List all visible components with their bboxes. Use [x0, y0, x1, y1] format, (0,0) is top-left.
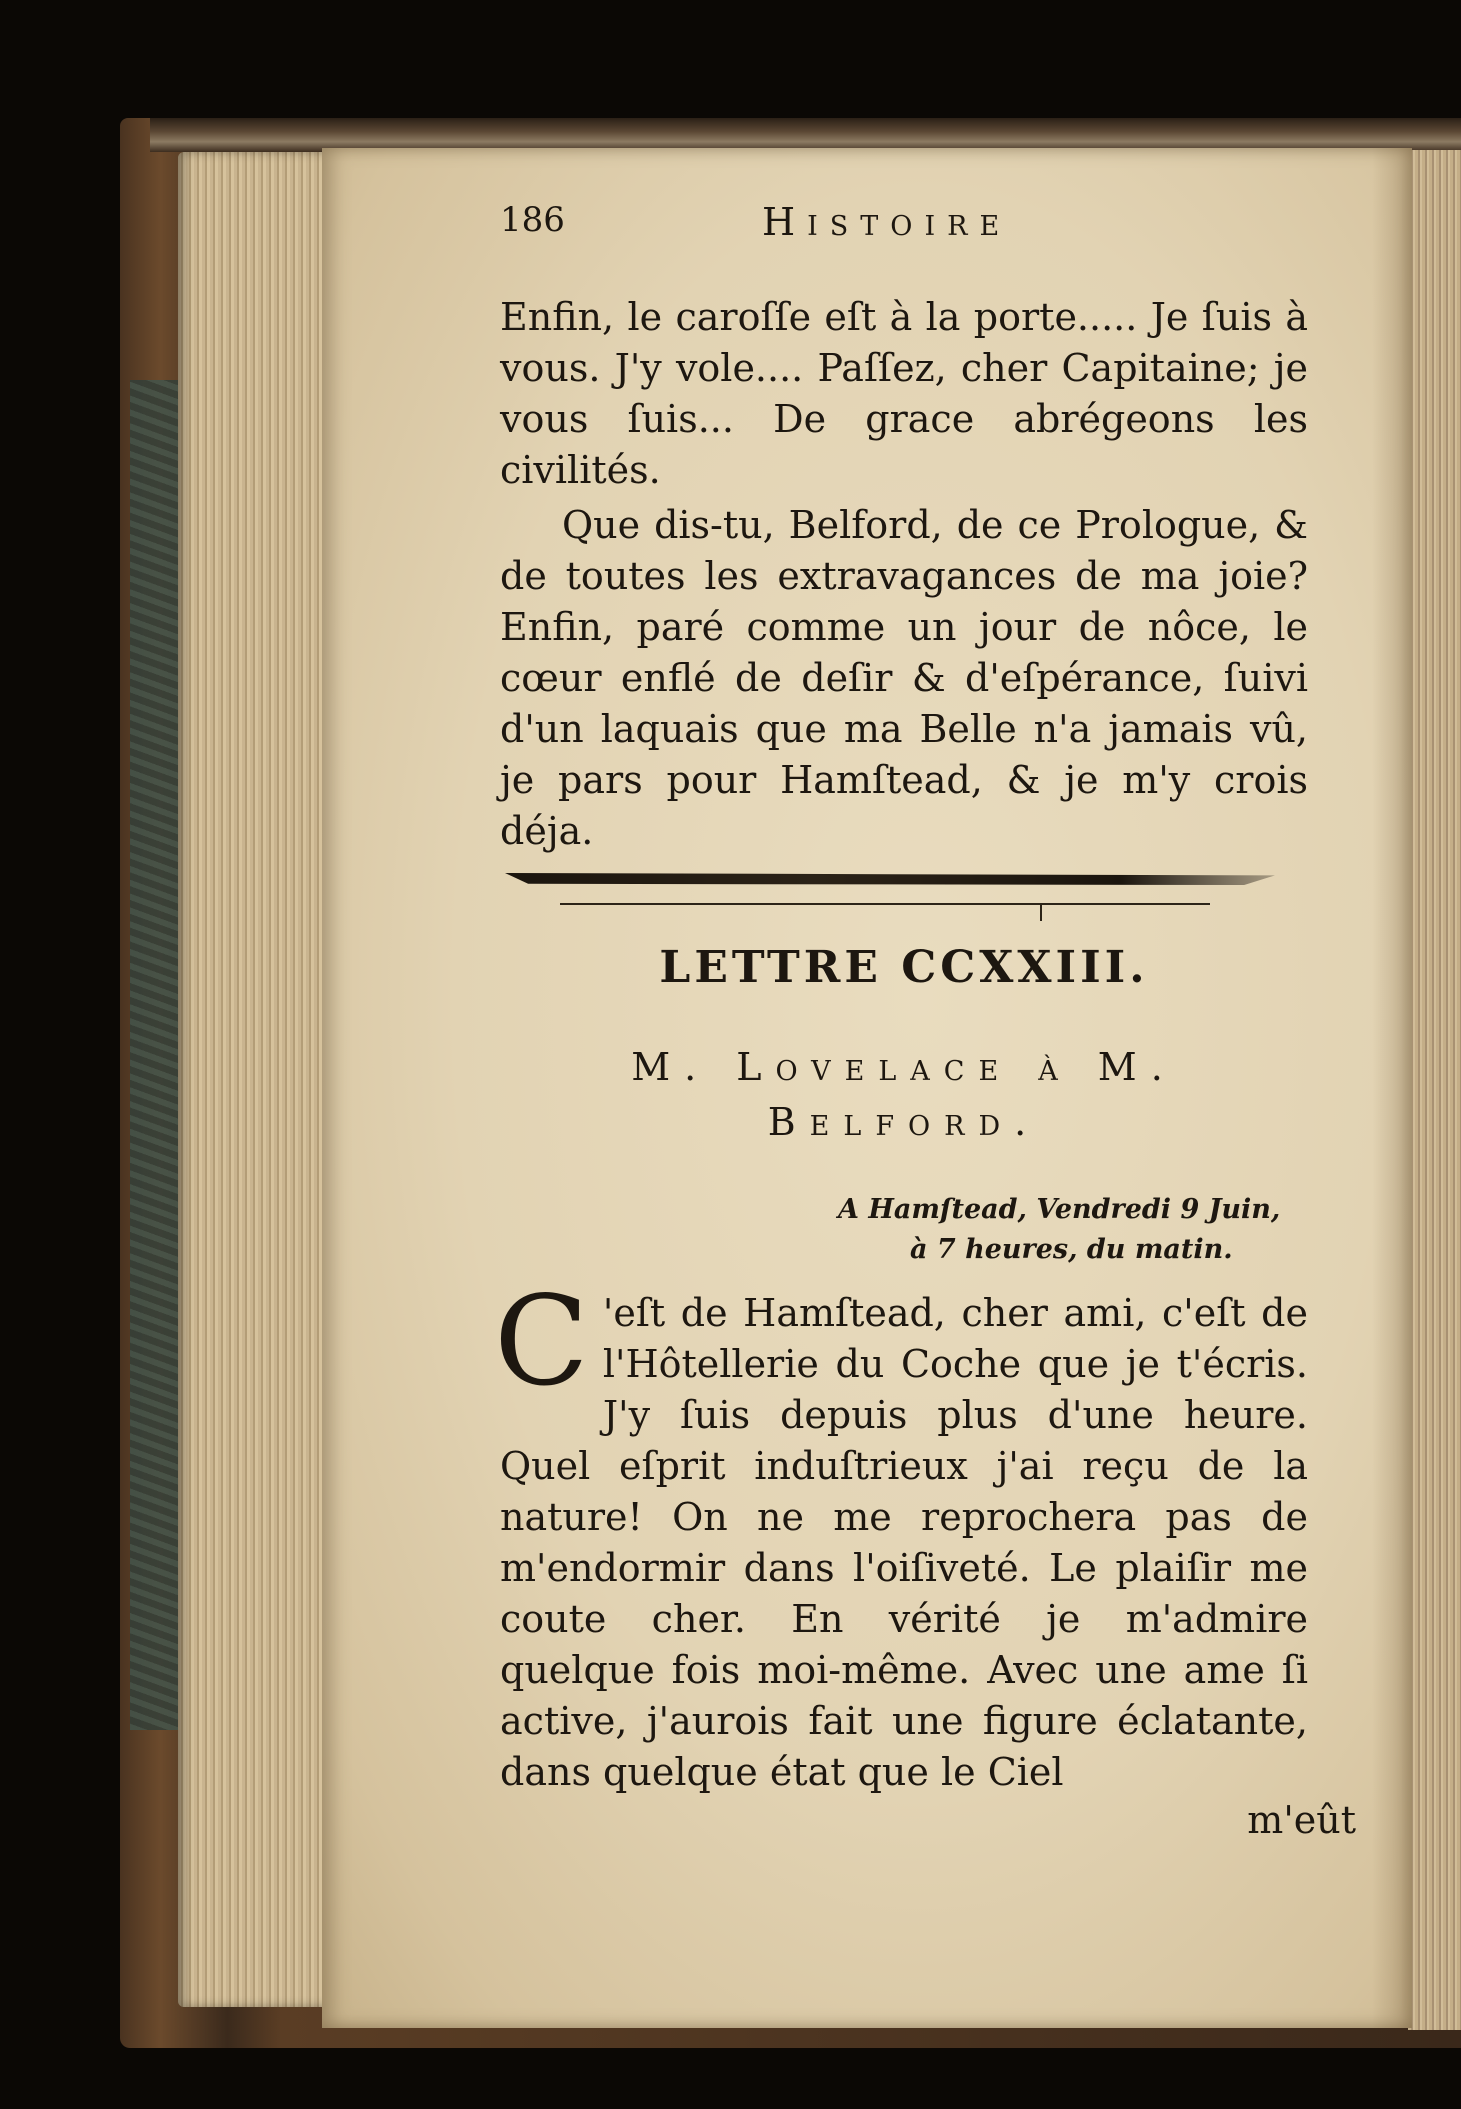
paragraph-que-dis-tu: Que dis-tu, Belford, de ce Prologue, & de toutes les extravagances de ma joie? Enfin, paré comme un jour de nôce, le cœur enflé de deſir & d'eſpérance, ſuivi d'un laquais que ma Belle n'a jamais vû, je pars pour Hamſtead, & je m'y crois déja.: [500, 503, 1308, 853]
dateline-time: à 7 heures, du matin.: [910, 1234, 1233, 1265]
letter-salutation: M. Lovelace à M. Belford.: [631, 1045, 1177, 1144]
paragraph-enfin: Enfin, le caroſſe eſt à la porte..... Je ſuis à vous. J'y vole.... Paſſez, cher Capitaine; je vous ſuis... De grace abrégeons les civilités.: [500, 295, 1308, 492]
rule-tick-mark: [1040, 903, 1042, 921]
thin-rule: [560, 903, 1210, 905]
catchword: m'eût: [1247, 1798, 1356, 1842]
letter-dateline: [500, 1190, 1308, 1270]
page-number: 186: [500, 200, 565, 240]
running-title: Histoire: [762, 200, 1012, 244]
right-page-stack: [1408, 150, 1461, 2030]
running-head: [500, 200, 1400, 250]
binding-headcap: [150, 118, 1461, 152]
letter-body-text: 'eſt de Hamſtead, cher ami, c'eſt de l'Hôtellerie du Coche que je t'écris. J'y ſuis depuis plus d'une heure. Quel eſprit induſtrieux j'ai reçu de la nature! On ne me reprochera pas de m'endormir dans l'oiſiveté. Le plaiſir me coute cher. En vérité je m'admire quelque fois moi-même. Avec une ame ſi active, j'aurois fait une figure éclatante, dans quelque état que le Ciel: [500, 1291, 1308, 1794]
letter-title: LETTRE CCXXIII.: [659, 942, 1149, 993]
letter-body: [494, 1270, 1308, 1798]
drop-cap: C: [494, 1270, 589, 1414]
gutter-shadow: [1372, 148, 1412, 2028]
left-page-stack: [178, 152, 328, 2007]
dateline-place-date: A Hamſtead, Vendredi 9 Juin,: [838, 1194, 1281, 1225]
